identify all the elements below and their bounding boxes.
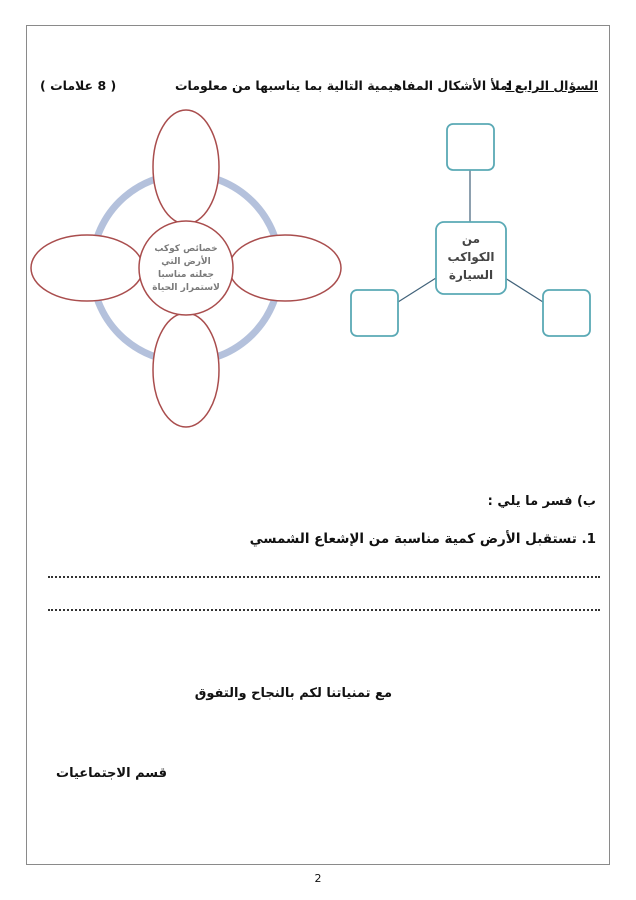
question-text: املأ الأشكال المفاهيمية التالية بما يناسبها من معلومات: [174, 78, 512, 93]
question-label: السؤال الرابع :: [505, 78, 598, 93]
center-line-2: الأرض التي: [161, 257, 211, 267]
answer-ellipse-right[interactable]: [229, 235, 341, 301]
planets-center-line-3: السيارة: [448, 268, 494, 282]
planets-center-line-2: الكواكب: [447, 250, 495, 264]
answer-line-1[interactable]: [48, 576, 600, 578]
answer-box-left[interactable]: [351, 290, 398, 336]
center-line-1: خصائص كوكب: [154, 244, 218, 254]
answer-box-top[interactable]: [447, 124, 494, 170]
answer-ellipse-top[interactable]: [153, 110, 219, 224]
answer-line-2[interactable]: [48, 609, 600, 611]
connector-left: [398, 278, 436, 302]
earth-properties-map: [31, 110, 341, 427]
answer-ellipse-left[interactable]: [31, 235, 143, 301]
center-line-4: لاستمرار الحياة: [152, 283, 220, 293]
answer-ellipse-bottom[interactable]: [153, 313, 219, 427]
department-name: قسم الاجتماعيات: [56, 766, 168, 781]
planets-center-line-1: من: [461, 232, 481, 246]
explain-item-1: 1. تستقبل الأرض كمية مناسبة من الإشعاع الشمسي: [249, 531, 596, 547]
page-number: 2: [314, 872, 322, 885]
closing-wish: مع تمنياتنا لكم بالنجاح والتفوق: [194, 686, 392, 701]
answer-box-right[interactable]: [543, 290, 590, 336]
center-line-3: جعلته مناسبا: [157, 270, 215, 280]
planets-map: [351, 124, 590, 336]
question-marks: ( 8 علامات ): [40, 78, 117, 93]
part-b-heading: ب) فسر ما يلي :: [487, 494, 596, 509]
center-circle: [139, 221, 233, 315]
connector-right: [505, 278, 543, 302]
